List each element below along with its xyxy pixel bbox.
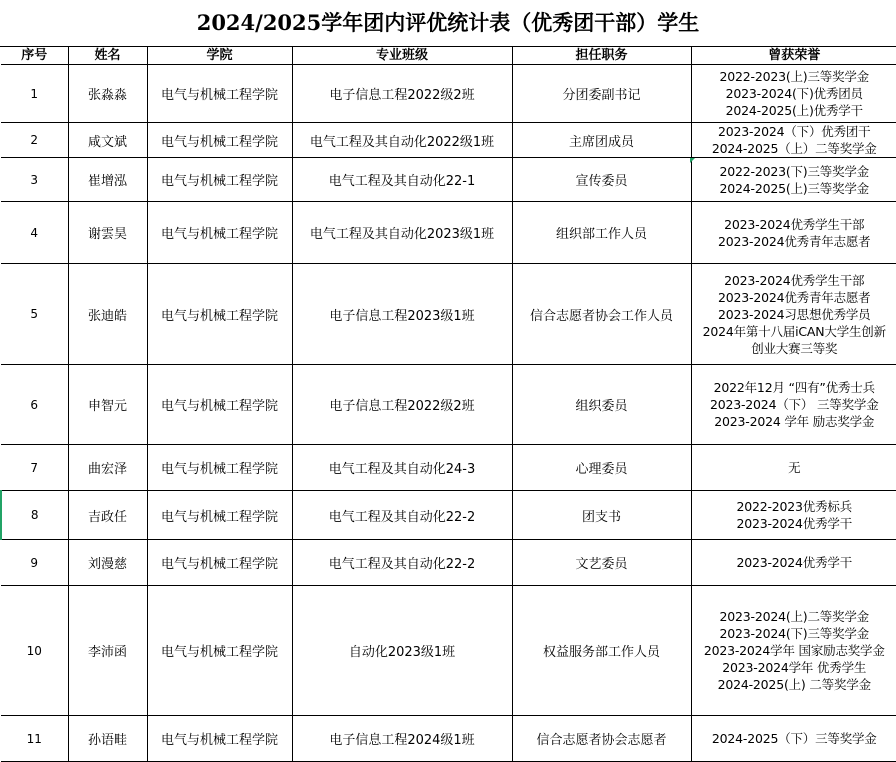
cell-honors[interactable] (691, 491, 896, 540)
honors-table (0, 47, 896, 762)
honor-line: 2023-2024（下） 三等奖学金 (709, 397, 879, 412)
honor-line: 2022-2023(上)三等奖学金 (719, 69, 869, 84)
honor-line: 2023-2024优秀学生干部 (724, 216, 865, 232)
cell-honors[interactable] (691, 365, 896, 445)
header-college[interactable]: 学院 (147, 47, 292, 65)
cell-class[interactable]: 电子信息工程2022级2班 (292, 65, 512, 123)
cell-class[interactable]: 电子信息工程2024级1班 (292, 716, 512, 762)
honor-line: 2024-2025（上）二等奖学金 (711, 141, 877, 156)
cell-role[interactable]: 团支书 (512, 491, 691, 540)
cell-name[interactable]: 孙语畦 (68, 716, 147, 762)
cell-honors[interactable] (691, 158, 896, 202)
table-row (1, 365, 896, 445)
cell-college[interactable]: 电气与机械工程学院 (147, 264, 292, 365)
cell-index[interactable]: 2 (1, 123, 68, 158)
honor-line: 2023-2024(下)优秀团员 (725, 86, 863, 101)
honor-line: 创业大赛三等奖 (751, 340, 838, 356)
cell-index[interactable]: 8 (1, 491, 68, 540)
cell-college[interactable]: 电气与机械工程学院 (147, 586, 292, 716)
honor-line: 无 (788, 460, 801, 475)
cell-class[interactable]: 电气工程及其自动化22-2 (292, 540, 512, 586)
header-honors[interactable]: 曾获荣誉 (691, 47, 896, 65)
cell-name[interactable]: 刘漫慈 (68, 540, 147, 586)
cell-index[interactable]: 11 (1, 716, 68, 762)
honor-line: 2024-2025(上)三等奖学金 (719, 180, 869, 196)
cell-role[interactable]: 权益服务部工作人员 (512, 586, 691, 716)
table-row (1, 586, 896, 716)
header-row (1, 47, 896, 65)
cell-name[interactable]: 崔增泓 (68, 158, 147, 202)
honor-line: 2023-2024优秀青年志愿者 (718, 289, 871, 305)
header-index[interactable]: 序号 (1, 47, 68, 65)
cell-honors[interactable] (691, 264, 896, 365)
cell-index[interactable]: 9 (1, 540, 68, 586)
cell-index[interactable]: 3 (1, 158, 68, 202)
honor-line: 2023-2024 学年 励志奖学金 (714, 414, 875, 429)
cell-role[interactable]: 信合志愿者协会志愿者 (512, 716, 691, 762)
cell-honors[interactable] (691, 123, 896, 158)
cell-class[interactable]: 电气工程及其自动化22-1 (292, 158, 512, 202)
honor-line: 2024-2025（下）三等奖学金 (711, 731, 877, 746)
cell-role[interactable]: 心理委员 (512, 445, 691, 491)
honor-line: 2023-2024（下）优秀团干 (718, 124, 871, 139)
table-row (1, 158, 896, 202)
cell-name[interactable]: 曲宏泽 (68, 445, 147, 491)
cell-role[interactable]: 信合志愿者协会工作人员 (512, 264, 691, 365)
cell-name[interactable]: 咸文斌 (68, 123, 147, 158)
cell-role[interactable]: 宣传委员 (512, 158, 691, 202)
cell-role[interactable]: 文艺委员 (512, 540, 691, 586)
cell-name[interactable]: 李沛函 (68, 586, 147, 716)
cell-index[interactable]: 7 (1, 445, 68, 491)
honor-line: 2023-2024优秀学干 (736, 555, 853, 570)
cell-honors[interactable] (691, 202, 896, 264)
cell-college[interactable]: 电气与机械工程学院 (147, 158, 292, 202)
cell-college[interactable]: 电气与机械工程学院 (147, 540, 292, 586)
cell-comment-marker (690, 158, 695, 163)
cell-index[interactable]: 1 (1, 65, 68, 123)
cell-name[interactable]: 张迪皓 (68, 264, 147, 365)
cell-name[interactable]: 谢雲昊 (68, 202, 147, 264)
cell-class[interactable]: 电气工程及其自动化24-3 (292, 445, 512, 491)
cell-class[interactable]: 电子信息工程2022级2班 (292, 365, 512, 445)
cell-honors[interactable] (691, 445, 896, 491)
table-row (1, 491, 896, 540)
cell-role[interactable]: 组织部工作人员 (512, 202, 691, 264)
cell-class[interactable]: 自动化2023级1班 (292, 586, 512, 716)
cell-honors[interactable] (691, 540, 896, 586)
table-row (1, 445, 896, 491)
table-row (1, 202, 896, 264)
cell-college[interactable]: 电气与机械工程学院 (147, 365, 292, 445)
cell-college[interactable]: 电气与机械工程学院 (147, 202, 292, 264)
cell-class[interactable]: 电气工程及其自动化22-2 (292, 491, 512, 540)
cell-index[interactable]: 5 (1, 264, 68, 365)
cell-college[interactable]: 电气与机械工程学院 (147, 65, 292, 123)
table-row (1, 716, 896, 762)
honor-line: 2023-2024习思想优秀学员 (718, 306, 871, 322)
sheet-title: 2024/2025学年团内评优统计表（优秀团干部）学生 (0, 0, 896, 47)
cell-name[interactable]: 申智元 (68, 365, 147, 445)
cell-name[interactable]: 吉政任 (68, 491, 147, 540)
header-role[interactable]: 担任职务 (512, 47, 691, 65)
honor-line: 2022-2023优秀标兵 (736, 499, 853, 514)
cell-index[interactable]: 10 (1, 586, 68, 716)
honor-line: 2024-2025(上) 二等奖学金 (717, 677, 871, 692)
cell-college[interactable]: 电气与机械工程学院 (147, 445, 292, 491)
honor-line: 2023-2024优秀青年志愿者 (718, 233, 871, 249)
honor-line: 2022年12月 “四有”优秀士兵 (713, 380, 875, 395)
cell-name[interactable]: 张淼淼 (68, 65, 147, 123)
honor-line: 2023-2024(下)三等奖学金 (719, 626, 869, 641)
cell-class[interactable]: 电气工程及其自动化2022级1班 (292, 123, 512, 158)
honor-line: 2023-2024(上)二等奖学金 (719, 609, 869, 624)
cell-index[interactable]: 6 (1, 365, 68, 445)
honor-line: 2023-2024学年 国家励志奖学金 (703, 643, 885, 658)
cell-honors[interactable] (691, 65, 896, 123)
table-row (1, 123, 896, 158)
honor-line: 2022-2023(下)三等奖学金 (719, 163, 869, 179)
cell-honors[interactable] (691, 586, 896, 716)
cell-role[interactable]: 主席团成员 (512, 123, 691, 158)
cell-role[interactable]: 组织委员 (512, 365, 691, 445)
cell-college[interactable]: 电气与机械工程学院 (147, 491, 292, 540)
table-row (1, 264, 896, 365)
cell-index[interactable]: 4 (1, 202, 68, 264)
table-row (1, 540, 896, 586)
cell-role[interactable]: 分团委副书记 (512, 65, 691, 123)
table-row (1, 65, 896, 123)
honor-line: 2023-2024优秀学干 (736, 516, 853, 531)
cell-college[interactable]: 电气与机械工程学院 (147, 123, 292, 158)
honor-line: 2023-2024优秀学生干部 (724, 272, 865, 288)
header-name[interactable]: 姓名 (68, 47, 147, 65)
honor-line: 2023-2024学年 优秀学生 (722, 660, 867, 675)
cell-college[interactable]: 电气与机械工程学院 (147, 716, 292, 762)
header-class[interactable]: 专业班级 (292, 47, 512, 65)
honor-line: 2024年第十八届iCAN大学生创新 (702, 323, 886, 339)
cell-honors[interactable] (691, 716, 896, 762)
cell-class[interactable]: 电气工程及其自动化2023级1班 (292, 202, 512, 264)
honor-line: 2024-2025(上)优秀学干 (725, 103, 863, 118)
cell-class[interactable]: 电子信息工程2023级1班 (292, 264, 512, 365)
